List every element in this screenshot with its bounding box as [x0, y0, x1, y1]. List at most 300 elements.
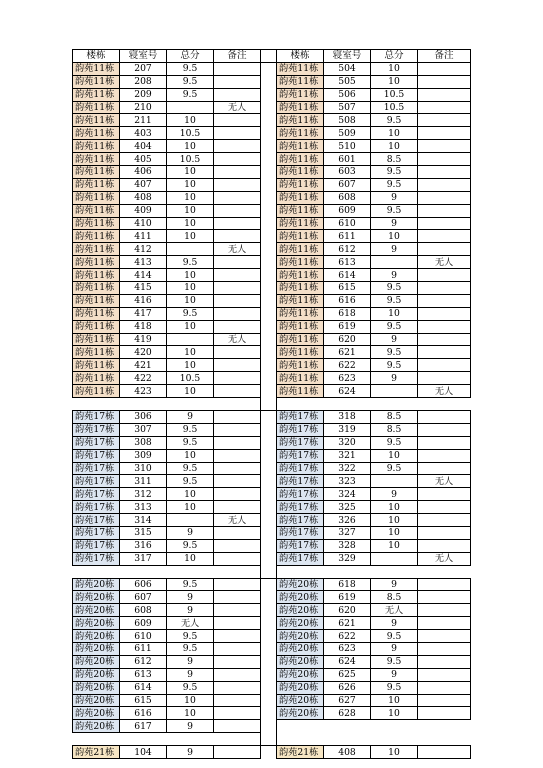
- building-cell: 韵苑20栋: [277, 655, 324, 668]
- note-cell: [214, 642, 261, 655]
- note-cell: [418, 294, 471, 307]
- room-cell: 421: [120, 359, 167, 372]
- score-cell: 9.5: [371, 462, 418, 475]
- table-row: [73, 694, 471, 707]
- building-cell: 韵苑17栋: [277, 410, 324, 423]
- header-building: 楼栋: [73, 50, 120, 63]
- room-cell: 603: [324, 166, 371, 179]
- note-cell: [418, 191, 471, 204]
- note-cell: [214, 539, 261, 552]
- column-gap: [261, 617, 277, 630]
- score-cell: [371, 385, 418, 398]
- building-cell: 韵苑11栋: [277, 333, 324, 346]
- table-row: [73, 153, 471, 166]
- building-cell: 韵苑17栋: [73, 436, 120, 449]
- room-cell: 615: [120, 694, 167, 707]
- note-cell: [214, 307, 261, 320]
- note-cell: [418, 630, 471, 643]
- score-cell: [371, 475, 418, 488]
- building-cell: 韵苑20栋: [73, 604, 120, 617]
- column-gap: [261, 539, 277, 552]
- building-cell: 韵苑11栋: [73, 282, 120, 295]
- room-cell: 409: [120, 204, 167, 217]
- table-row: [73, 140, 471, 153]
- room-cell: 505: [324, 75, 371, 88]
- note-cell: [418, 269, 471, 282]
- score-cell: 8.5: [371, 153, 418, 166]
- table-row: [73, 346, 471, 359]
- column-gap: [261, 178, 277, 191]
- column-gap: [261, 320, 277, 333]
- note-cell: [418, 127, 471, 140]
- room-cell: 308: [120, 436, 167, 449]
- building-cell: 韵苑17栋: [277, 462, 324, 475]
- building-cell: 韵苑11栋: [73, 372, 120, 385]
- column-gap: [261, 230, 277, 243]
- building-cell: 韵苑11栋: [73, 243, 120, 256]
- score-cell: [167, 101, 214, 114]
- column-gap: [261, 372, 277, 385]
- score-cell: 9.5: [167, 62, 214, 75]
- note-cell: [214, 178, 261, 191]
- room-cell: [324, 720, 371, 733]
- room-cell: 104: [120, 746, 167, 759]
- room-cell: 322: [324, 462, 371, 475]
- room-cell: 608: [324, 191, 371, 204]
- room-cell: 607: [324, 178, 371, 191]
- note-cell: [214, 282, 261, 295]
- room-cell: 618: [324, 578, 371, 591]
- header-room: 寝室号: [324, 50, 371, 63]
- room-cell: 627: [324, 694, 371, 707]
- building-cell: 韵苑11栋: [73, 294, 120, 307]
- building-cell: 韵苑11栋: [73, 101, 120, 114]
- building-cell: 韵苑17栋: [277, 475, 324, 488]
- note-cell: [418, 488, 471, 501]
- note-cell: [214, 501, 261, 514]
- column-gap: [261, 256, 277, 269]
- table-row: [73, 630, 471, 643]
- note-cell: [214, 127, 261, 140]
- room-cell: 414: [120, 269, 167, 282]
- column-gap: [261, 166, 277, 179]
- score-cell: 10: [371, 230, 418, 243]
- note-cell: [214, 153, 261, 166]
- room-cell: 320: [324, 436, 371, 449]
- score-cell: 9.5: [167, 75, 214, 88]
- note-cell: [418, 694, 471, 707]
- building-cell: 韵苑20栋: [277, 681, 324, 694]
- building-cell: 韵苑20栋: [73, 694, 120, 707]
- table-row: [73, 655, 471, 668]
- spacer-cell: [73, 398, 120, 411]
- room-cell: 622: [324, 630, 371, 643]
- score-cell: 10: [167, 501, 214, 514]
- score-cell: 9: [371, 488, 418, 501]
- note-cell: [214, 526, 261, 539]
- room-cell: 422: [120, 372, 167, 385]
- room-cell: 306: [120, 410, 167, 423]
- score-cell: 9: [371, 668, 418, 681]
- room-cell: 407: [120, 178, 167, 191]
- note-cell: [418, 282, 471, 295]
- room-cell: 309: [120, 449, 167, 462]
- room-cell: 608: [120, 604, 167, 617]
- column-gap: [261, 282, 277, 295]
- note-cell: [214, 604, 261, 617]
- score-cell: 10: [371, 514, 418, 527]
- column-gap: [261, 191, 277, 204]
- note-cell: [418, 114, 471, 127]
- score-cell: 9.5: [371, 320, 418, 333]
- table-row: [73, 746, 471, 759]
- note-cell: [214, 294, 261, 307]
- score-cell: 10: [167, 140, 214, 153]
- room-cell: 611: [324, 230, 371, 243]
- score-cell: 9: [167, 668, 214, 681]
- room-cell: 321: [324, 449, 371, 462]
- room-cell: 317: [120, 552, 167, 565]
- note-cell: [418, 178, 471, 191]
- note-cell: [214, 230, 261, 243]
- score-cell: 9.5: [371, 681, 418, 694]
- score-cell: 9.5: [371, 436, 418, 449]
- note-cell: [418, 668, 471, 681]
- header-note: 备注: [214, 50, 261, 63]
- building-cell: 韵苑11栋: [277, 75, 324, 88]
- score-cell: 10.5: [371, 101, 418, 114]
- score-cell: 9.5: [167, 462, 214, 475]
- header-score: 总分: [371, 50, 418, 63]
- column-gap: [261, 101, 277, 114]
- note-cell: [418, 88, 471, 101]
- note-cell: [214, 75, 261, 88]
- building-cell: 韵苑20栋: [73, 591, 120, 604]
- score-cell: 10: [167, 385, 214, 398]
- header-row: [73, 50, 471, 63]
- spacer-cell: [214, 565, 261, 578]
- score-cell: 10: [167, 217, 214, 230]
- score-cell: 9: [167, 591, 214, 604]
- room-cell: 508: [324, 114, 371, 127]
- note-cell: [418, 243, 471, 256]
- note-cell: 无人: [214, 333, 261, 346]
- score-cell: 8.5: [371, 591, 418, 604]
- building-cell: 韵苑11栋: [277, 166, 324, 179]
- building-cell: 韵苑11栋: [277, 346, 324, 359]
- spacer-cell: [371, 398, 418, 411]
- room-cell: 510: [324, 140, 371, 153]
- room-cell: 405: [120, 153, 167, 166]
- score-cell: 10: [167, 178, 214, 191]
- score-sheet: [72, 49, 470, 759]
- building-cell: 韵苑11栋: [73, 178, 120, 191]
- score-cell: 9.5: [371, 166, 418, 179]
- score-cell: 10.5: [167, 372, 214, 385]
- room-cell: 404: [120, 140, 167, 153]
- room-cell: 319: [324, 423, 371, 436]
- score-cell: 9: [371, 617, 418, 630]
- note-cell: [418, 320, 471, 333]
- room-cell: 413: [120, 256, 167, 269]
- column-gap: [261, 462, 277, 475]
- table-row: [73, 62, 471, 75]
- score-cell: 9: [167, 526, 214, 539]
- score-cell: 无人: [371, 604, 418, 617]
- building-cell: 韵苑11栋: [277, 359, 324, 372]
- score-cell: 10: [167, 269, 214, 282]
- note-cell: 无人: [418, 552, 471, 565]
- note-cell: [418, 617, 471, 630]
- table-row: [73, 294, 471, 307]
- score-cell: 9.5: [371, 294, 418, 307]
- building-cell: 韵苑17栋: [73, 449, 120, 462]
- column-gap: [261, 269, 277, 282]
- score-cell: 9.5: [167, 539, 214, 552]
- score-cell: 10: [371, 75, 418, 88]
- score-cell: 9.5: [167, 642, 214, 655]
- building-cell: 韵苑17栋: [277, 488, 324, 501]
- section-spacer: [73, 733, 471, 746]
- room-cell: 621: [324, 346, 371, 359]
- note-cell: [214, 578, 261, 591]
- room-cell: 507: [324, 101, 371, 114]
- table-row: [73, 178, 471, 191]
- room-cell: 209: [120, 88, 167, 101]
- header-building: 楼栋: [277, 50, 324, 63]
- note-cell: [214, 346, 261, 359]
- room-cell: 410: [120, 217, 167, 230]
- note-cell: [214, 88, 261, 101]
- room-cell: 211: [120, 114, 167, 127]
- note-cell: [214, 449, 261, 462]
- column-gap: [261, 204, 277, 217]
- note-cell: 无人: [418, 475, 471, 488]
- score-cell: 10: [371, 526, 418, 539]
- score-cell: 9: [371, 578, 418, 591]
- spacer-cell: [120, 565, 167, 578]
- building-cell: 韵苑20栋: [73, 630, 120, 643]
- room-cell: 325: [324, 501, 371, 514]
- score-cell: 10: [167, 552, 214, 565]
- room-cell: 619: [324, 320, 371, 333]
- score-cell: 9.5: [167, 475, 214, 488]
- score-cell: 10: [371, 501, 418, 514]
- dorm-score-table: [72, 49, 471, 759]
- building-cell: 韵苑11栋: [73, 140, 120, 153]
- room-cell: 313: [120, 501, 167, 514]
- score-cell: 10: [371, 140, 418, 153]
- note-cell: [418, 578, 471, 591]
- section-spacer: [73, 398, 471, 411]
- score-cell: 9: [167, 746, 214, 759]
- building-cell: 韵苑20栋: [73, 655, 120, 668]
- building-cell: 韵苑17栋: [277, 501, 324, 514]
- score-cell: 8.5: [371, 423, 418, 436]
- table-row: [73, 101, 471, 114]
- column-gap: [261, 707, 277, 720]
- spacer-cell: [277, 733, 324, 746]
- room-cell: 207: [120, 62, 167, 75]
- room-cell: 420: [120, 346, 167, 359]
- room-cell: 623: [324, 372, 371, 385]
- column-gap: [261, 217, 277, 230]
- room-cell: 417: [120, 307, 167, 320]
- table-row: [73, 642, 471, 655]
- table-row: [73, 668, 471, 681]
- spacer-cell: [324, 398, 371, 411]
- column-gap: [261, 88, 277, 101]
- note-cell: [418, 101, 471, 114]
- note-cell: [418, 501, 471, 514]
- score-cell: 8.5: [371, 410, 418, 423]
- score-cell: 9.5: [371, 359, 418, 372]
- building-cell: 韵苑17栋: [73, 539, 120, 552]
- spacer-cell: [214, 398, 261, 411]
- building-cell: 韵苑11栋: [73, 88, 120, 101]
- room-cell: 416: [120, 294, 167, 307]
- note-cell: [418, 307, 471, 320]
- column-gap: [261, 604, 277, 617]
- score-cell: 9.5: [371, 204, 418, 217]
- table-row: [73, 604, 471, 617]
- building-cell: 韵苑11栋: [277, 294, 324, 307]
- score-cell: 10: [167, 294, 214, 307]
- column-gap: [261, 578, 277, 591]
- building-cell: 韵苑11栋: [73, 385, 120, 398]
- note-cell: [418, 449, 471, 462]
- note-cell: [214, 617, 261, 630]
- score-cell: 10: [167, 359, 214, 372]
- note-cell: [214, 256, 261, 269]
- score-cell: 9.5: [167, 681, 214, 694]
- score-cell: 10: [167, 166, 214, 179]
- building-cell: 韵苑17栋: [277, 552, 324, 565]
- spacer-cell: [73, 733, 120, 746]
- table-row: [73, 681, 471, 694]
- table-row: [73, 617, 471, 630]
- table-row: [73, 88, 471, 101]
- room-cell: 612: [324, 243, 371, 256]
- table-row: [73, 385, 471, 398]
- score-cell: 9.5: [167, 436, 214, 449]
- table-row: [73, 230, 471, 243]
- score-cell: 10: [371, 307, 418, 320]
- table-row: [73, 127, 471, 140]
- room-cell: 619: [324, 591, 371, 604]
- score-cell: 9: [371, 372, 418, 385]
- building-cell: 韵苑11栋: [73, 333, 120, 346]
- column-gap: [261, 50, 277, 63]
- building-cell: 韵苑20栋: [277, 604, 324, 617]
- spacer-cell: [277, 398, 324, 411]
- table-row: [73, 191, 471, 204]
- table-row: [73, 256, 471, 269]
- score-cell: 10: [371, 539, 418, 552]
- spacer-cell: [324, 565, 371, 578]
- building-cell: 韵苑20栋: [277, 578, 324, 591]
- building-cell: 韵苑11栋: [277, 204, 324, 217]
- note-cell: [214, 423, 261, 436]
- room-cell: 403: [120, 127, 167, 140]
- header-score: 总分: [167, 50, 214, 63]
- score-cell: 10: [167, 320, 214, 333]
- note-cell: 无人: [418, 385, 471, 398]
- column-gap: [261, 127, 277, 140]
- note-cell: [214, 694, 261, 707]
- room-cell: 323: [324, 475, 371, 488]
- building-cell: 韵苑17栋: [73, 410, 120, 423]
- spacer-cell: [261, 733, 277, 746]
- note-cell: 无人: [418, 256, 471, 269]
- building-cell: 韵苑11栋: [73, 191, 120, 204]
- column-gap: [261, 475, 277, 488]
- score-cell: 9.5: [167, 423, 214, 436]
- room-cell: 624: [324, 385, 371, 398]
- note-cell: [214, 475, 261, 488]
- building-cell: 韵苑11栋: [277, 307, 324, 320]
- score-cell: 10: [167, 191, 214, 204]
- building-cell: 韵苑20栋: [73, 720, 120, 733]
- building-cell: 韵苑11栋: [73, 359, 120, 372]
- room-cell: 314: [120, 514, 167, 527]
- spacer-cell: [371, 565, 418, 578]
- room-cell: 412: [120, 243, 167, 256]
- score-cell: 10.5: [167, 127, 214, 140]
- column-gap: [261, 333, 277, 346]
- score-cell: 9.5: [167, 88, 214, 101]
- building-cell: 韵苑11栋: [277, 256, 324, 269]
- column-gap: [261, 681, 277, 694]
- room-cell: 613: [120, 668, 167, 681]
- section-spacer: [73, 565, 471, 578]
- spacer-cell: [167, 733, 214, 746]
- note-cell: [418, 372, 471, 385]
- note-cell: [214, 372, 261, 385]
- note-cell: [214, 462, 261, 475]
- room-cell: 610: [324, 217, 371, 230]
- note-cell: [418, 539, 471, 552]
- note-cell: [214, 191, 261, 204]
- building-cell: 韵苑11栋: [277, 372, 324, 385]
- score-cell: 9: [371, 191, 418, 204]
- building-cell: 韵苑17栋: [277, 436, 324, 449]
- building-cell: [277, 720, 324, 733]
- building-cell: 韵苑11栋: [277, 178, 324, 191]
- table-row: [73, 423, 471, 436]
- room-cell: 612: [120, 655, 167, 668]
- building-cell: 韵苑11栋: [277, 88, 324, 101]
- building-cell: 韵苑11栋: [277, 101, 324, 114]
- table-row: [73, 269, 471, 282]
- score-cell: [167, 333, 214, 346]
- building-cell: 韵苑17栋: [277, 449, 324, 462]
- spacer-cell: [120, 733, 167, 746]
- table-row: [73, 526, 471, 539]
- score-cell: 9.5: [371, 114, 418, 127]
- building-cell: 韵苑17栋: [73, 552, 120, 565]
- table-row: [73, 591, 471, 604]
- column-gap: [261, 501, 277, 514]
- table-row: [73, 282, 471, 295]
- note-cell: 无人: [214, 514, 261, 527]
- room-cell: 408: [324, 746, 371, 759]
- note-cell: [214, 410, 261, 423]
- room-cell: 621: [324, 617, 371, 630]
- building-cell: 韵苑17栋: [73, 488, 120, 501]
- building-cell: 韵苑17栋: [73, 423, 120, 436]
- note-cell: [418, 153, 471, 166]
